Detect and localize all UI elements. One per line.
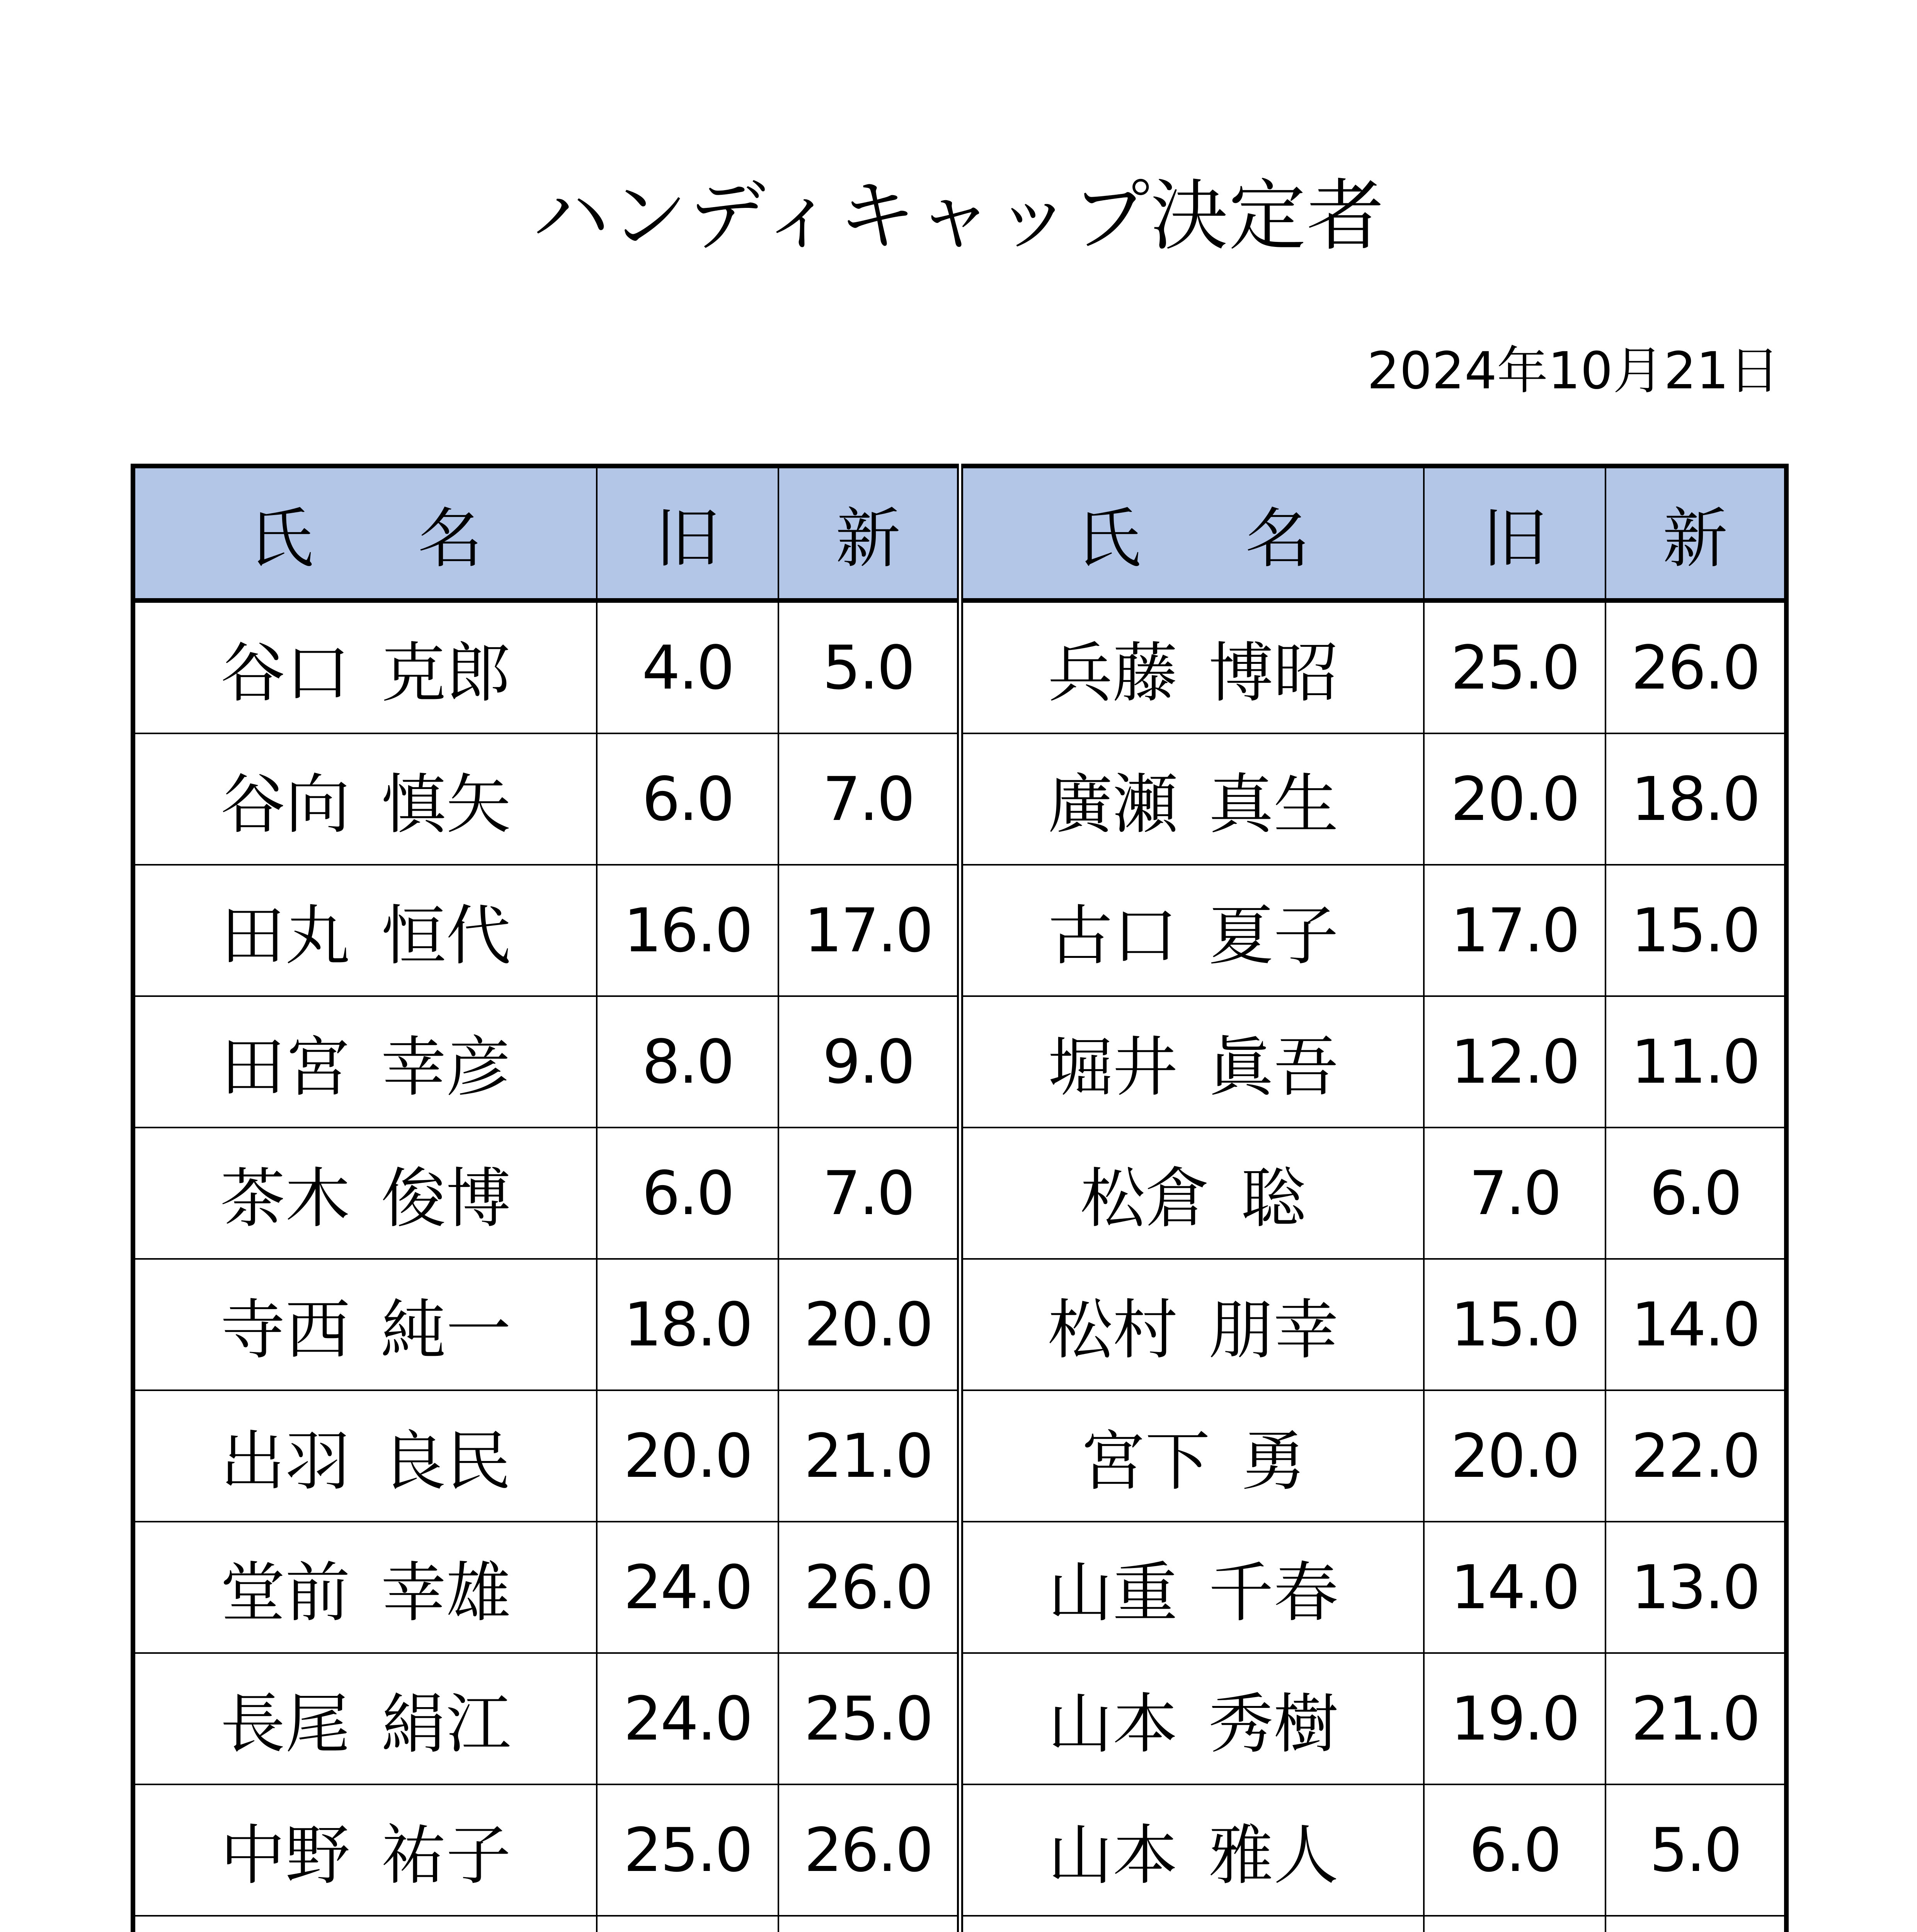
given-name: 克郎 — [381, 635, 511, 711]
header-name-second: 名 — [418, 500, 483, 577]
right-name-cell — [960, 996, 1424, 1128]
header-old-right: 旧 — [1424, 466, 1605, 600]
right-new-handicap: 15.0 — [1605, 865, 1786, 996]
surname: 出羽 — [220, 1423, 350, 1499]
given-name: 朋幸 — [1209, 1292, 1338, 1368]
surname: 松村 — [1048, 1292, 1178, 1368]
right-old-handicap — [1424, 1916, 1605, 1932]
left-name-cell — [133, 865, 597, 996]
table-row — [133, 1128, 1786, 1259]
table-row — [133, 600, 1786, 733]
left-new-handicap: 26.0 — [778, 1784, 960, 1916]
table-header-row — [133, 466, 1786, 600]
surname: 谷口 — [220, 635, 350, 711]
table-row — [133, 1522, 1786, 1653]
header-name-left — [133, 466, 597, 600]
surname: 田丸 — [220, 898, 350, 974]
table-row — [133, 1259, 1786, 1390]
given-name: 夏子 — [1209, 898, 1338, 974]
surname: 田宮 — [220, 1029, 350, 1105]
surname: 山本 — [1048, 1686, 1178, 1762]
left-name-cell — [133, 1784, 597, 1916]
right-old-handicap: 20.0 — [1424, 1390, 1605, 1522]
right-new-handicap: 6.0 — [1605, 1128, 1786, 1259]
given-name: 恒代 — [381, 898, 511, 974]
header-name-first: 氏 — [249, 500, 313, 577]
right-new-handicap: 22.0 — [1605, 1390, 1786, 1522]
left-old-handicap: 4.0 — [597, 600, 778, 733]
surname: 茶木 — [220, 1160, 350, 1236]
left-name-cell — [133, 1916, 597, 1932]
given-name: 俊博 — [381, 1160, 511, 1236]
given-name: 祐子 — [381, 1817, 511, 1893]
table-row — [133, 1916, 1786, 1932]
right-new-handicap — [1605, 1916, 1786, 1932]
right-new-handicap: 18.0 — [1605, 733, 1786, 865]
given-name: 慎矢 — [381, 766, 511, 842]
right-name-cell — [960, 1259, 1424, 1390]
right-name-cell — [960, 1916, 1424, 1932]
surname: 谷向 — [220, 766, 350, 842]
header-name-second: 名 — [1245, 500, 1310, 577]
table-row — [133, 865, 1786, 996]
header-old-left: 旧 — [597, 466, 778, 600]
left-name-cell — [133, 1522, 597, 1653]
given-name: 秀樹 — [1209, 1686, 1338, 1762]
left-new-handicap: 26.0 — [778, 1522, 960, 1653]
left-name-cell — [133, 1390, 597, 1522]
left-name-cell — [133, 1653, 597, 1784]
given-name: 博昭 — [1209, 635, 1338, 711]
right-new-handicap: 5.0 — [1605, 1784, 1786, 1916]
table-row — [133, 733, 1786, 865]
left-name-cell — [133, 600, 597, 733]
left-old-handicap: 18.0 — [597, 1259, 778, 1390]
right-old-handicap: 15.0 — [1424, 1259, 1605, 1390]
right-name-cell — [960, 600, 1424, 733]
given-name: 眞吾 — [1209, 1029, 1338, 1105]
right-name-cell — [960, 733, 1424, 865]
surname: 廣瀬 — [1048, 766, 1178, 842]
left-name-cell — [133, 1128, 597, 1259]
right-new-handicap: 11.0 — [1605, 996, 1786, 1128]
left-old-handicap: 20.0 — [597, 1390, 778, 1522]
surname: 宮下 — [1080, 1423, 1210, 1499]
left-new-handicap: 25.0 — [778, 1653, 960, 1784]
right-old-handicap: 20.0 — [1424, 733, 1605, 865]
given-name: 雅人 — [1209, 1817, 1338, 1893]
given-name: 勇 — [1241, 1423, 1306, 1499]
left-new-handicap: 21.0 — [778, 1390, 960, 1522]
left-name-cell — [133, 996, 597, 1128]
right-old-handicap: 6.0 — [1424, 1784, 1605, 1916]
right-new-handicap: 21.0 — [1605, 1653, 1786, 1784]
left-new-handicap: 7.0 — [778, 733, 960, 865]
header-name-first: 氏 — [1076, 500, 1141, 577]
surname: 寺西 — [220, 1292, 350, 1368]
given-name: 良民 — [381, 1423, 511, 1499]
right-new-handicap: 13.0 — [1605, 1522, 1786, 1653]
left-old-handicap: 24.0 — [597, 1522, 778, 1653]
left-old-handicap: 6.0 — [597, 733, 778, 865]
header-new-right: 新 — [1605, 466, 1786, 600]
given-name: 絹江 — [381, 1686, 511, 1762]
surname: 堂前 — [220, 1554, 350, 1631]
surname: 山本 — [1048, 1817, 1178, 1893]
left-old-handicap: 6.0 — [597, 1128, 778, 1259]
given-name: 幸彦 — [381, 1029, 511, 1105]
handicap-table — [131, 464, 1789, 1932]
right-name-cell — [960, 1128, 1424, 1259]
given-name: 純一 — [381, 1292, 511, 1368]
header-new-left: 新 — [778, 466, 960, 600]
page-title: ハンディキャップ決定者 — [532, 171, 1385, 261]
left-old-handicap: 24.0 — [597, 1653, 778, 1784]
left-new-handicap: 7.0 — [778, 1128, 960, 1259]
left-old-handicap: 8.0 — [597, 996, 778, 1128]
left-name-cell — [133, 733, 597, 865]
right-new-handicap: 14.0 — [1605, 1259, 1786, 1390]
right-old-handicap: 19.0 — [1424, 1653, 1605, 1784]
right-name-cell — [960, 1390, 1424, 1522]
left-name-cell — [133, 1259, 597, 1390]
left-old-handicap: 25.0 — [597, 1784, 778, 1916]
table-row — [133, 996, 1786, 1128]
right-old-handicap: 14.0 — [1424, 1522, 1605, 1653]
given-name: 聡 — [1241, 1160, 1306, 1236]
surname: 古口 — [1048, 898, 1178, 974]
left-new-handicap: 17.0 — [778, 865, 960, 996]
surname: 長尾 — [220, 1686, 350, 1762]
table-row — [133, 1390, 1786, 1522]
left-old-handicap — [597, 1916, 778, 1932]
right-old-handicap: 7.0 — [1424, 1128, 1605, 1259]
surname: 兵藤 — [1048, 635, 1178, 711]
right-name-cell — [960, 1522, 1424, 1653]
right-new-handicap: 26.0 — [1605, 600, 1786, 733]
given-name: 幸雄 — [381, 1554, 511, 1631]
document-date: 2024年10月21日 — [1367, 341, 1780, 401]
left-old-handicap: 16.0 — [597, 865, 778, 996]
table-body — [133, 600, 1786, 1932]
left-new-handicap: 5.0 — [778, 600, 960, 733]
right-old-handicap: 12.0 — [1424, 996, 1605, 1128]
given-name: 真生 — [1209, 766, 1338, 842]
table-row — [133, 1653, 1786, 1784]
table-row — [133, 1784, 1786, 1916]
given-name: 千春 — [1209, 1554, 1338, 1631]
header-name-right — [960, 466, 1424, 600]
surname: 中野 — [220, 1817, 350, 1893]
surname: 堀井 — [1048, 1029, 1178, 1105]
surname: 松倉 — [1080, 1160, 1210, 1236]
surname: 山重 — [1048, 1554, 1178, 1631]
left-new-handicap: 9.0 — [778, 996, 960, 1128]
right-name-cell — [960, 1653, 1424, 1784]
right-name-cell — [960, 865, 1424, 996]
left-new-handicap — [778, 1916, 960, 1932]
right-old-handicap: 25.0 — [1424, 600, 1605, 733]
left-new-handicap: 20.0 — [778, 1259, 960, 1390]
right-old-handicap: 17.0 — [1424, 865, 1605, 996]
right-name-cell — [960, 1784, 1424, 1916]
